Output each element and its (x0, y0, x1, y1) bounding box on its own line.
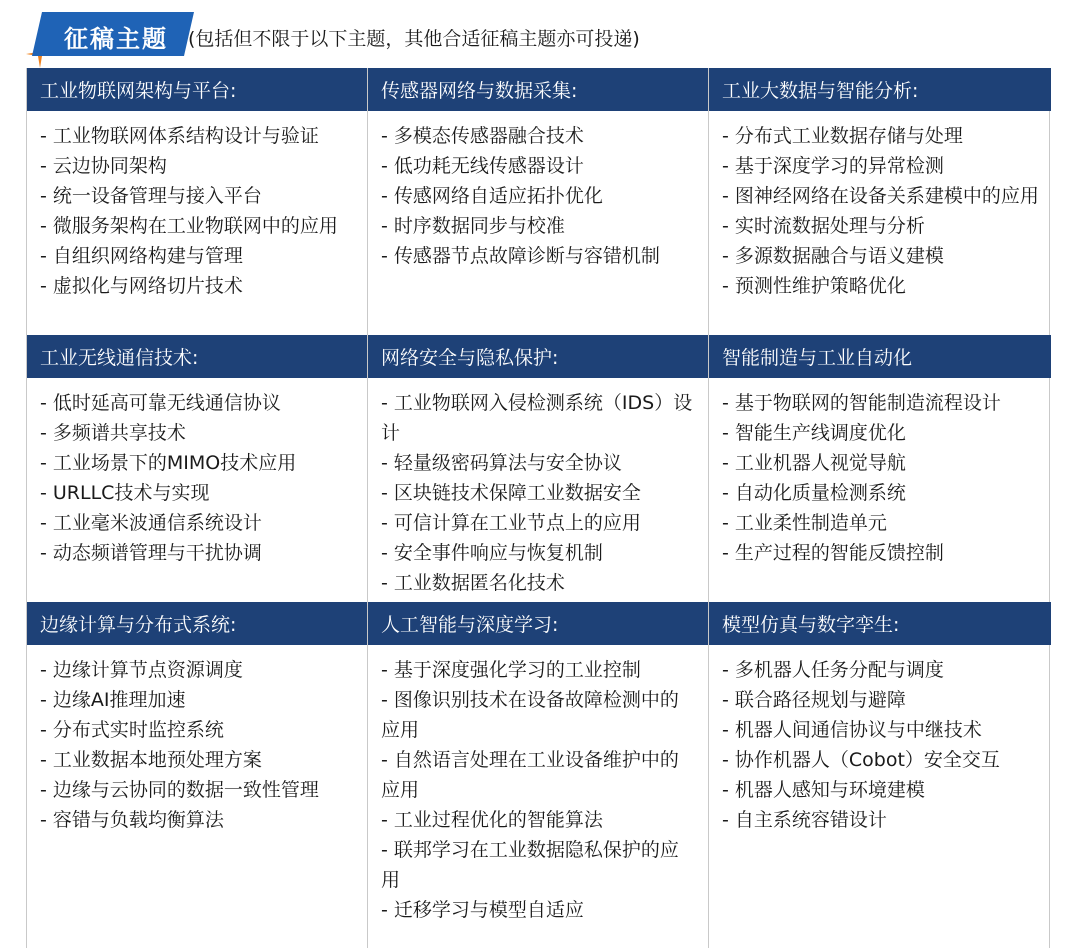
category-body (709, 378, 1051, 602)
topic-item: - 自组织网络构建与管理 (40, 245, 243, 267)
category-header: 工业大数据与智能分析: (709, 68, 1051, 111)
topic-item: - 工业柔性制造单元 (722, 512, 887, 534)
topic-item: - 工业物联网体系结构设计与验证 (40, 125, 319, 147)
topic-item: - 容错与负载均衡算法 (40, 809, 224, 831)
topic-item: - 边缘AI推理加速 (40, 689, 186, 711)
topic-item: - 统一设备管理与接入平台 (40, 185, 262, 207)
category-header: 模型仿真与数字孪生: (709, 602, 1051, 645)
topic-item: - 基于深度学习的异常检测 (722, 155, 944, 177)
topic-item: - 边缘与云协同的数据一致性管理 (40, 779, 319, 801)
page-title: 征稿主题 (64, 25, 168, 53)
topic-item: - 生产过程的智能反馈控制 (722, 542, 944, 564)
title-tab (32, 12, 194, 56)
topic-item: - 工业机器人视觉导航 (722, 452, 906, 474)
topic-list (381, 655, 696, 925)
topic-item: - 轻量级密码算法与安全协议 (381, 452, 622, 474)
section-header (26, 12, 1056, 62)
category-body (27, 111, 368, 335)
category-header: 边缘计算与分布式系统: (27, 602, 368, 645)
topic-list (722, 388, 1039, 568)
category-header: 工业物联网架构与平台: (27, 68, 368, 111)
category-body (368, 378, 709, 602)
topic-list (722, 655, 1039, 835)
category-header: 人工智能与深度学习: (368, 602, 709, 645)
topic-item: - 工业数据匿名化技术 (381, 572, 565, 594)
topic-item: - 分布式实时监控系统 (40, 719, 224, 741)
topic-item: - 多源数据融合与语义建模 (722, 245, 944, 267)
topic-item: - 图像识别技术在设备故障检测中的应用 (381, 689, 679, 741)
topics-grid (26, 68, 1050, 948)
topic-list (40, 388, 355, 568)
topic-item: - 微服务架构在工业物联网中的应用 (40, 215, 338, 237)
topic-item: - 迁移学习与模型自适应 (381, 899, 584, 921)
category-body (368, 111, 709, 335)
topic-item: - 工业过程优化的智能算法 (381, 809, 603, 831)
topic-item: - 多机器人任务分配与调度 (722, 659, 944, 681)
topic-item: - 可信计算在工业节点上的应用 (381, 512, 641, 534)
category-body (709, 645, 1051, 948)
topic-list (40, 121, 355, 301)
topic-item: - 工业毫米波通信系统设计 (40, 512, 262, 534)
topic-item: - 预测性维护策略优化 (722, 275, 906, 297)
topic-item: - 智能生产线调度优化 (722, 422, 906, 444)
topic-item: - 低时延高可靠无线通信协议 (40, 392, 281, 414)
topic-item: - 多模态传感器融合技术 (381, 125, 584, 147)
topic-list (381, 121, 696, 271)
topic-list (40, 655, 355, 835)
page-subtitle: (包括但不限于以下主题，其他合适征稿主题亦可投递) (188, 28, 640, 50)
category-body (27, 645, 368, 948)
topic-item: - 联合路径规划与避障 (722, 689, 906, 711)
topic-list (381, 388, 696, 598)
topic-item: - 基于物联网的智能制造流程设计 (722, 392, 1001, 414)
topic-item: - 实时流数据处理与分析 (722, 215, 925, 237)
topic-item: - 分布式工业数据存储与处理 (722, 125, 963, 147)
topic-item: - 协作机器人（Cobot）安全交互 (722, 749, 1000, 771)
topic-item: - 自然语言处理在工业设备维护中的应用 (381, 749, 679, 801)
topic-item: - 机器人感知与环境建模 (722, 779, 925, 801)
topic-item: - 基于深度强化学习的工业控制 (381, 659, 641, 681)
topic-item: - 多频谱共享技术 (40, 422, 186, 444)
category-body (368, 645, 709, 948)
category-header: 网络安全与隐私保护: (368, 335, 709, 378)
category-header: 智能制造与工业自动化 (709, 335, 1051, 378)
topic-item: - URLLC技术与实现 (40, 482, 210, 504)
topic-item: - 云边协同架构 (40, 155, 167, 177)
topic-item: - 机器人间通信协议与中继技术 (722, 719, 982, 741)
category-header: 传感器网络与数据采集: (368, 68, 709, 111)
category-body (709, 111, 1051, 335)
topic-item: - 安全事件响应与恢复机制 (381, 542, 603, 564)
topic-item: - 传感器节点故障诊断与容错机制 (381, 245, 660, 267)
topic-item: - 低功耗无线传感器设计 (381, 155, 584, 177)
topic-item: - 图神经网络在设备关系建模中的应用 (722, 185, 1039, 207)
category-header: 工业无线通信技术: (27, 335, 368, 378)
topic-item: - 工业场景下的MIMO技术应用 (40, 452, 297, 474)
topic-item: - 自主系统容错设计 (722, 809, 887, 831)
topic-item: - 联邦学习在工业数据隐私保护的应用 (381, 839, 679, 891)
topic-list (722, 121, 1039, 301)
topic-item: - 工业数据本地预处理方案 (40, 749, 262, 771)
topic-item: - 自动化质量检测系统 (722, 482, 906, 504)
topic-item: - 虚拟化与网络切片技术 (40, 275, 243, 297)
category-body (27, 378, 368, 602)
topic-item: - 工业物联网入侵检测系统（IDS）设计 (381, 392, 693, 444)
topic-item: - 动态频谱管理与干扰协调 (40, 542, 262, 564)
topic-item: - 时序数据同步与校准 (381, 215, 565, 237)
topic-item: - 边缘计算节点资源调度 (40, 659, 243, 681)
topic-item: - 区块链技术保障工业数据安全 (381, 482, 641, 504)
topic-item: - 传感网络自适应拓扑优化 (381, 185, 603, 207)
